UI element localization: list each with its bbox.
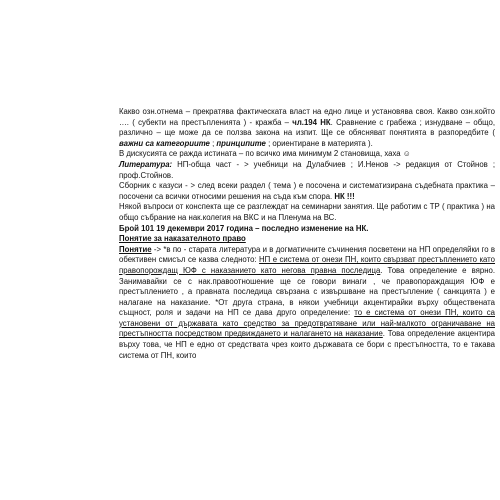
paragraph-last-amendment (119, 224, 495, 235)
heading-text: Понятие за наказателното право (119, 234, 246, 244)
nk-emphasis: НК !!! (334, 191, 355, 201)
paragraph-casebook (119, 181, 495, 202)
text-span: ; (209, 138, 217, 148)
paragraph-concept (119, 245, 495, 362)
section-heading (119, 234, 495, 245)
paragraph-discussion (119, 149, 495, 160)
emphasis-principles: принципите (216, 138, 266, 148)
text-span: ; ориентиране в материята ). (265, 138, 373, 148)
text-span: . Това определение акцентира върху това, че НП е едно от средствата чрез които държавата се бори с престъпността, то е такава система от ПН, които (119, 329, 495, 360)
paragraph-literature (119, 160, 495, 181)
emphasis-categories: важни са категориите (119, 138, 210, 148)
definition-one: НП е система от онези ПН, които свързват престъплението като правопорождащ ЮФ с наказанието като негова правна последица (119, 255, 496, 275)
text-span: . Сравнение с грабежа ; изнудване – общо, различно – ще може да се ползва закона на изпит. Ще се обясняват понятията в разпоредбите ( (119, 117, 495, 138)
text-span: НП-обща част - > учебници на Дулабчиев ; И.Ненов -> редакция от Стойнов ; проф.Стойнов. (119, 159, 495, 180)
document-page (119, 107, 495, 361)
article-reference: чл.194 НК (292, 117, 331, 127)
definition-two: то е система от онези ПН, които са установени от държавата като средство за предотвратяване или най-малкото ограничаване на престъпността посредством предвиждането и налагането на наказание (119, 308, 495, 339)
text-span: Сборник с казуси - > след всеки раздел ( тема ) е посочена и систематизирана съдебната практика – посочени са всички относими решения на съда към спора. (119, 181, 495, 201)
text-span: В дискусията се ражда истината – по всичко има минимум 2 становища, хаха ☺ (119, 149, 411, 159)
concept-label: Понятие (119, 244, 152, 254)
literature-label: Литература: (119, 159, 173, 169)
text-span: Брой 101 19 декември 2017 година – последно изменение на НК. (119, 223, 369, 233)
text-span: Някой въпроси от конспекта ще се разглеждат на семинарни занятия. Ще работим с ТР ( практика ) на общо събрание на нак.колегия на ВКС и на Пленума на ВС. (119, 202, 495, 222)
text-span: Какво озн.отнема – прекратява фактическата власт на едно лице и установява своя. Какво озн.който …. ( субекти на престъпленията ) - кражба – (119, 107, 495, 127)
paragraph-seminars (119, 202, 495, 223)
text-span: . Това определение е вярно. Занимавайки се с нак.правоотношение ще се говори винаги , че правопораждащия ЮФ е престъплението , а правната последица свързана с извършване на престъпление ( санкцията ) е налагане на наказание. *От друга страна, в някои учебници акцентирайки върху обществената същност, роля и задачи на НП се дава друго определение: (119, 265, 495, 318)
text-span: -> *в по - старата литература и в догматичните съчинения посветени на НП определяйки го в обективен смисъл се казва следното: (119, 244, 495, 265)
paragraph-theft-definition (119, 107, 495, 149)
